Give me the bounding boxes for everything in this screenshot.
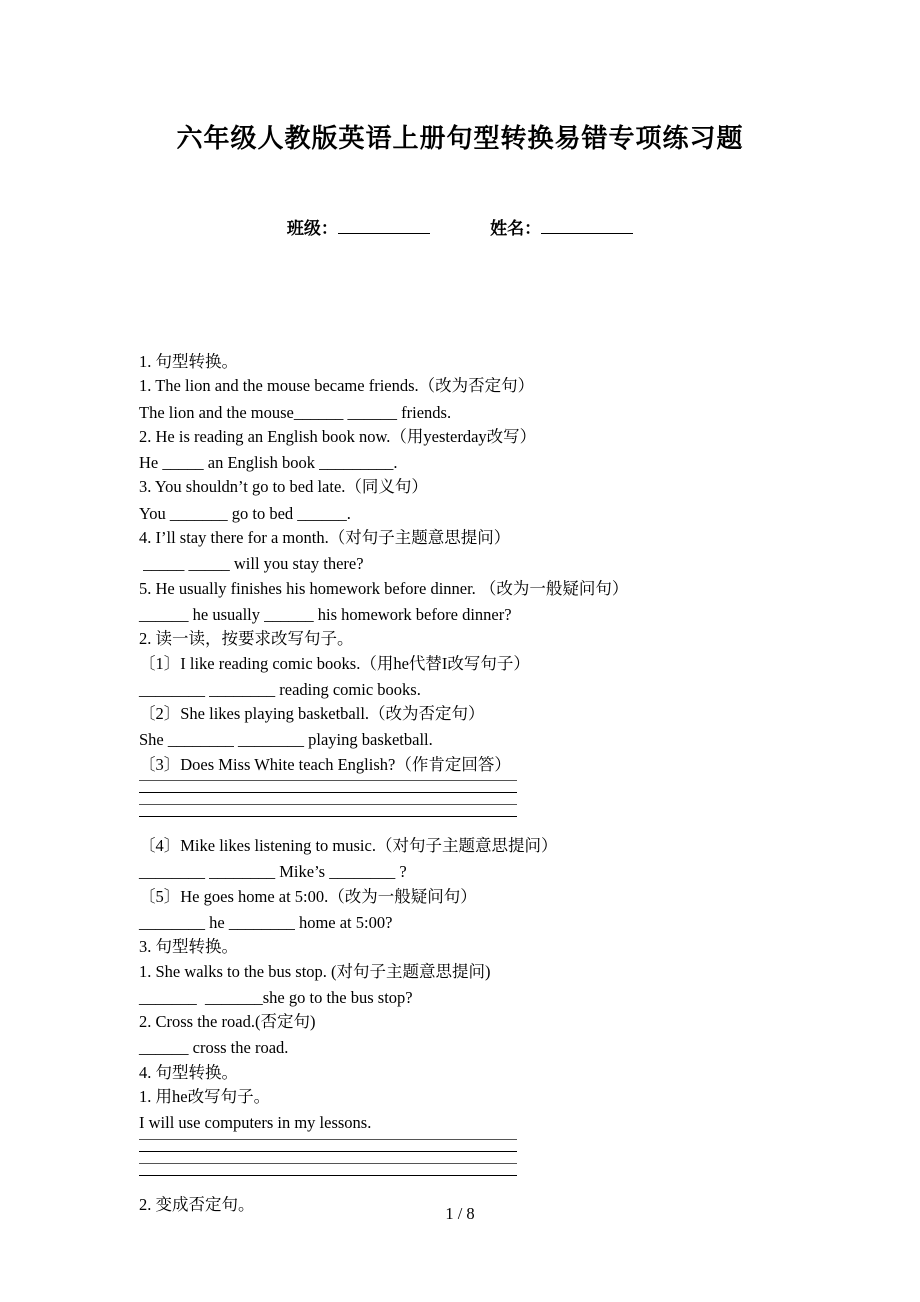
section-heading: 2. 读一读，按要求改写句子。 xyxy=(139,629,354,649)
question-text: 5. He usually finishes his homework before dinner. （改为一般疑问句） xyxy=(139,578,629,598)
class-field xyxy=(287,214,430,239)
answer-rule[interactable] xyxy=(139,792,517,804)
question-text: 2. Cross the road.(否定句) xyxy=(139,1012,316,1032)
name-field xyxy=(490,214,633,239)
class-label: 班级： xyxy=(286,219,338,238)
answer-line[interactable]: The lion and the mouse______ ______ friends. xyxy=(139,402,452,422)
answer-rules[interactable] xyxy=(139,1139,517,1187)
answer-line[interactable]: _______ _______she go to the bus stop? xyxy=(139,987,413,1007)
question-text: 3. You shouldn’t go to bed late.（同义句） xyxy=(139,477,428,497)
name-label: 姓名： xyxy=(490,219,542,238)
name-blank[interactable] xyxy=(541,215,633,234)
answer-line[interactable]: ________ he ________ home at 5:00? xyxy=(139,912,393,932)
answer-rule[interactable] xyxy=(139,816,517,828)
section-heading: 4. 句型转换。 xyxy=(139,1062,238,1082)
answer-rules[interactable] xyxy=(139,780,517,828)
source-sentence: I will use computers in my lessons. xyxy=(139,1113,372,1133)
answer-rule[interactable] xyxy=(139,1151,517,1163)
answer-line[interactable]: _____ _____ will you stay there? xyxy=(139,554,364,574)
answer-line[interactable]: He _____ an English book _________. xyxy=(139,453,398,473)
question-text: 2. 变成否定句。 xyxy=(139,1194,255,1214)
answer-rule[interactable] xyxy=(139,1139,517,1151)
question-text: 〔2〕She likes playing basketball.（改为否定句） xyxy=(139,704,485,724)
question-text: 〔3〕Does Miss White teach English?（作肯定回答） xyxy=(139,754,511,774)
exercise-content xyxy=(139,350,779,1217)
answer-line[interactable]: ________ ________ reading comic books. xyxy=(139,679,421,699)
question-text: 2. He is reading an English book now.（用yesterday改写） xyxy=(139,426,537,446)
question-text: 〔4〕Mike likes listening to music.（对句子主题意思提问） xyxy=(139,836,558,856)
question-text: 4. I’ll stay there for a month.（对句子主题意思提问） xyxy=(139,528,511,548)
question-text: 1. The lion and the mouse became friends.（改为否定句） xyxy=(139,376,535,396)
question-text: 1. 用he改写句子。 xyxy=(139,1087,271,1107)
answer-line[interactable]: She ________ ________ playing basketball. xyxy=(139,730,433,750)
section-heading: 1. 句型转换。 xyxy=(139,352,238,371)
answer-rule[interactable] xyxy=(139,1163,517,1175)
class-blank[interactable] xyxy=(338,215,430,234)
answer-line[interactable]: ______ cross the road. xyxy=(139,1038,289,1058)
answer-line[interactable]: ______ he usually ______ his homework before dinner? xyxy=(139,604,512,624)
section-heading: 3. 句型转换。 xyxy=(139,937,238,957)
student-info xyxy=(0,214,920,239)
question-text: 1. She walks to the bus stop. (对句子主题意思提问) xyxy=(139,961,491,981)
question-text: 〔1〕I like reading comic books.（用he代替I改写句子） xyxy=(139,653,530,673)
answer-rule[interactable] xyxy=(139,1175,517,1187)
answer-line[interactable]: ________ ________ Mike’s ________ ? xyxy=(139,862,407,882)
page-title: 六年级人教版英语上册句型转换易错专项练习题 xyxy=(176,124,744,153)
answer-line[interactable]: You _______ go to bed ______. xyxy=(139,503,351,523)
answer-rule[interactable] xyxy=(139,804,517,816)
question-text: 〔5〕He goes home at 5:00.（改为一般疑问句） xyxy=(139,886,477,906)
answer-rule[interactable] xyxy=(139,780,517,792)
page-number: 1 / 8 xyxy=(445,1204,475,1223)
